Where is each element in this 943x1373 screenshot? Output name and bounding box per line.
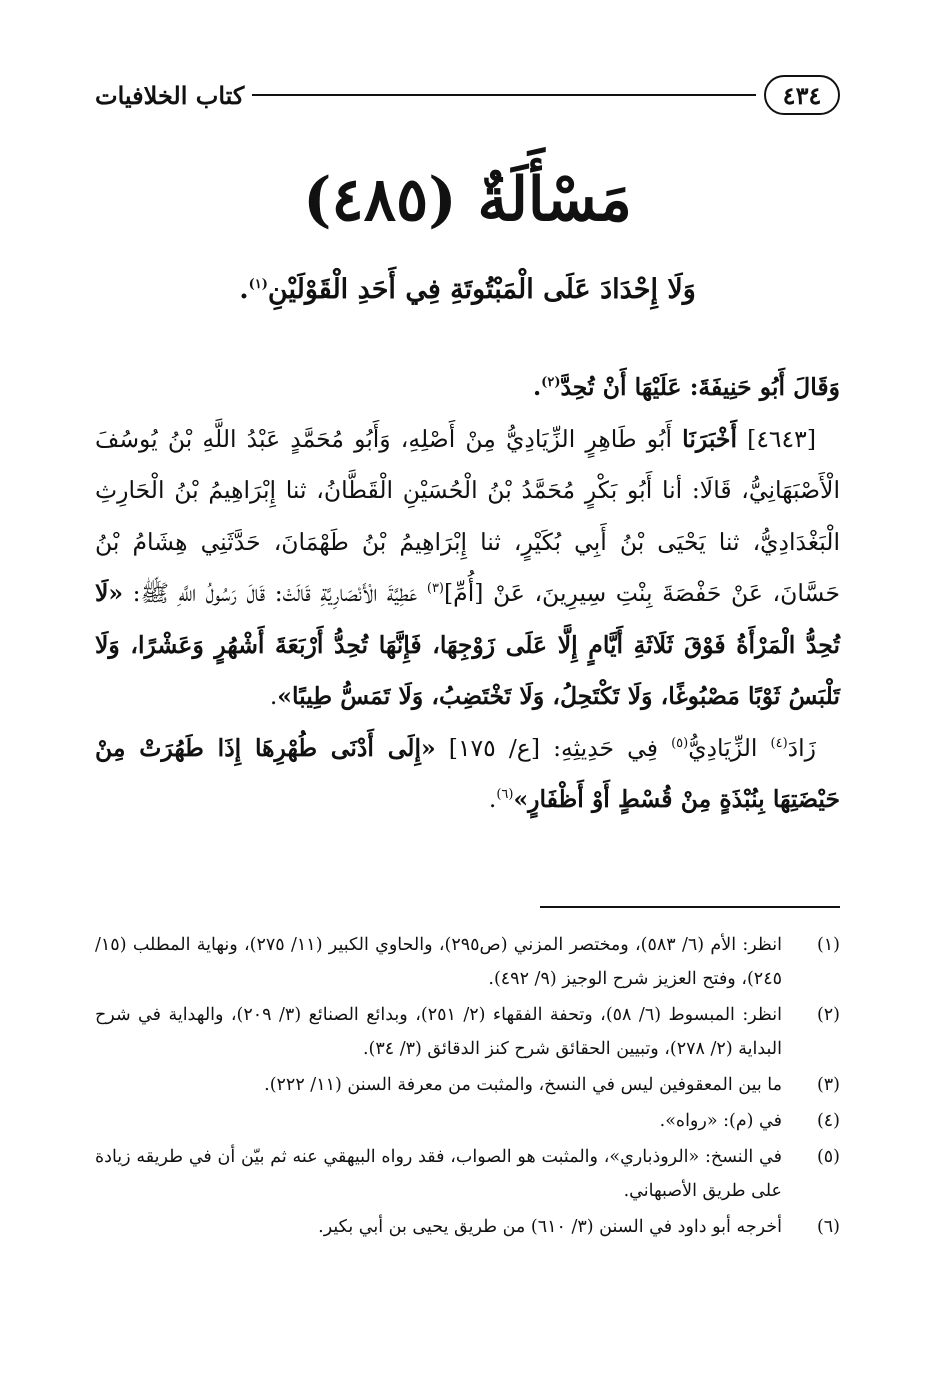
footnote-item (95, 928, 840, 996)
footnote-number: (٣) (816, 1075, 840, 1095)
footnote-ref-1: (١) (248, 277, 268, 292)
ziyadi-name: الزِّيَادِيُّ (688, 733, 758, 762)
footnote-number: (٦) (816, 1217, 840, 1237)
fi-hadithihi: فِي حَدِيثِهِ: (553, 733, 658, 762)
footnote-item (95, 1140, 840, 1208)
footnote-number: (٥) (816, 1147, 840, 1167)
footnote-text: انظر: المبسوط (٦/ ٥٨)، وتحفة الفقهاء (٢/ ٢٥١)، وبدائع الصنائع (٣/ ٢٠٩)، والهداية في شرح البداية (٢/ ٢٧٨)، وتبيين الحقائق شرح كنز الدقائق (٣/ ٣٤). (95, 1005, 782, 1059)
paragraph-addition: زَادَ$^{(٤)}$ الزِّيَادِيُّ$^{(٥)}$ فِي حَدِيثِهِ: [ع/ ١٧٥] «إِلَى أَدْنَى طُهْرِهَا إِذَا طَهُرَتْ مِنْ حَيْضَتِهَا بِنُبْذَةٍ مِنْ قُسْطٍ أَوْ أَظْفَارٍ»$^{(٦)}$. (95, 733, 840, 813)
footnote-ref-4: (٤) (770, 735, 788, 751)
hadith-matn: «لَا تُحِدُّ الْمَرْأَةُ فَوْقَ ثَلَاثَةِ أَيَّامٍ إِلَّا عَلَى زَوْجِهَا، فَإِنَّهَا تُحِدُّ أَرْبَعَةَ أَشْهُرٍ وَعَشْرًا، وَلَا تَلْبَسُ ثَوْبًا مَصْبُوغًا، وَلَا تَكْتَحِلُ، وَلَا تَخْتَضِبُ، وَلَا تَمَسُّ طِيبًا» (95, 579, 840, 710)
footnote-number: (١) (816, 935, 840, 955)
paragraph-hadith: [٤٦٤٣] أَخْبَرَنَا أَبُو طَاهِرٍ الزِّيَادِيُّ مِنْ أَصْلِهِ، وَأَبُو مُحَمَّدٍ عَبْدُ اللَّهِ بْنُ يُوسُفَ الْأَصْبَهَانِيُّ، قَالَا: أنا أَبُو بَكْرٍ مُحَمَّدُ بْنُ الْحُسَيْنِ الْقَطَّانُ، ثنا إِبْرَاهِيمُ بْنُ الْحَارِثِ الْبَغْدَادِيُّ، ثنا يَحْيَى بْنُ أَبِي بُكَيْرٍ، ثنا إِبْرَاهِيمُ بْنُ طَهْمَانَ، حَدَّثَنِي هِشَامُ بْنُ حَسَّانَ، عَنْ حَفْصَةَ بِنْتِ سِيرِينَ، عَنْ [أُمِّ]$^{(٣)}$ عَطِيَّةَ الْأَنْصَارِيَّةِ قَالَتْ: قَالَ رَسُولُ اللَّهِ ﷺ: «لَا تُحِدُّ الْمَرْأَةُ فَوْقَ ثَلَاثَةِ أَيَّامٍ إِلَّا عَلَى زَوْجِهَا، فَإِنَّهَا تُحِدُّ أَرْبَعَةَ أَشْهُرٍ وَعَشْرًا، وَلَا تَلْبَسُ ثَوْبًا مَصْبُوغًا، وَلَا تَكْتَحِلُ، وَلَا تَخْتَضِبُ، وَلَا تَمَسُّ طِيبًا». (95, 424, 840, 710)
footnote-text: في (م): «رواه». (659, 1111, 782, 1131)
footnote-item (95, 998, 840, 1066)
page-header (95, 72, 840, 118)
umm-bracket: [أُمِّ] (444, 579, 484, 607)
book-title: كتاب الخلافيات (95, 80, 245, 110)
footnote-separator (540, 906, 840, 908)
issue-subtitle-text: وَلَا إِحْدَادَ عَلَى الْمَبْتُوتَةِ فِي أَحَدِ الْقَوْلَيْنِ (267, 274, 696, 305)
akhbarana-word: أَخْبَرَنَا (682, 424, 737, 453)
footnote-number: (٤) (816, 1111, 840, 1131)
footnote-text: أخرجه أبو داود في السنن (٣/ ٦١٠) من طريق يحيى بن أبي بكير. (318, 1217, 782, 1237)
paragraph-abu-hanifa: وَقَالَ أَبُو حَنِيفَةَ: عَلَيْهَا أَنْ تُحِدَّ$^{(٢)}$. (532, 373, 840, 401)
footnote-text: في النسخ: «الروذباري»، والمثبت هو الصواب، فقد رواه البيهقي عنه ثم بيّن أن في طريقه زيادة على طريق الأصبهاني. (95, 1147, 782, 1201)
manuscript-ref: [ع/ ١٧٥] (448, 733, 540, 762)
zad-word: زَادَ (787, 733, 816, 762)
footnote-item (95, 1210, 840, 1244)
isnad-part-2: عَطِيَّةَ الْأَنْصَارِيَّةِ قَالَتْ: قَالَ رَسُولُ اللَّهِ ﷺ: (132, 579, 418, 607)
page-number: ٤٣٤ (764, 75, 840, 115)
footnote-item (95, 1104, 840, 1138)
footnote-text: ما بين المعقوفين ليس في النسخ، والمثبت من معرفة السنن (١١/ ٢٢٢). (264, 1075, 782, 1095)
main-text (95, 362, 840, 826)
footnotes (95, 928, 840, 1246)
footnote-ref-3: (٣) (426, 581, 444, 597)
footnote-ref-2: (٢) (541, 375, 561, 391)
addition-text: «إِلَى أَدْنَى طُهْرِهَا إِذَا طَهُرَتْ مِنْ حَيْضَتِهَا بِنُبْذَةٍ مِنْ قُسْطٍ أَوْ أَظْفَارٍ» (95, 733, 840, 813)
issue-subtitle: وَلَا إِحْدَادَ عَلَى الْمَبْتُوتَةِ فِي أَحَدِ الْقَوْلَيْنِ$^{(١)}$. (239, 274, 696, 305)
isnad-part-1: أَبُو طَاهِرٍ الزِّيَادِيُّ مِنْ أَصْلِهِ، وَأَبُو مُحَمَّدٍ عَبْدُ اللَّهِ بْنُ يُوسُفَ الْأَصْبَهَانِيُّ، قَالَا: أنا أَبُو بَكْرٍ مُحَمَّدُ بْنُ الْحُسَيْنِ الْقَطَّانُ، ثنا إِبْرَاهِيمُ بْنُ الْحَارِثِ الْبَغْدَادِيُّ، ثنا يَحْيَى بْنُ أَبِي بُكَيْرٍ، ثنا إِبْرَاهِيمُ بْنُ طَهْمَانَ، حَدَّثَنِي هِشَامُ بْنُ حَسَّانَ، عَنْ حَفْصَةَ بِنْتِ سِيرِينَ، عَنْ (95, 424, 840, 607)
footnote-number: (٢) (816, 1005, 840, 1025)
footnote-item (95, 1068, 840, 1102)
header-rule (252, 94, 756, 96)
footnote-text: انظر: الأم (٦/ ٥٨٣)، ومختصر المزني (ص٢٩٥)، والحاوي الكبير (١١/ ٢٧٥)، ونهاية المطلب (١٥/ ٢٤٥)، وفتح العزيز شرح الوجيز (٩/ ٤٩٢). (95, 935, 782, 989)
hadith-number: [٤٦٤٣] (747, 424, 816, 453)
issue-title: مَسْأَلَةٌ (٤٨٥) (303, 165, 632, 235)
footnote-ref-5: (٥) (671, 735, 689, 751)
abu-hanifa-text: وَقَالَ أَبُو حَنِيفَةَ: عَلَيْهَا أَنْ تُحِدَّ (560, 373, 840, 401)
footnote-ref-6: (٦) (496, 787, 514, 803)
